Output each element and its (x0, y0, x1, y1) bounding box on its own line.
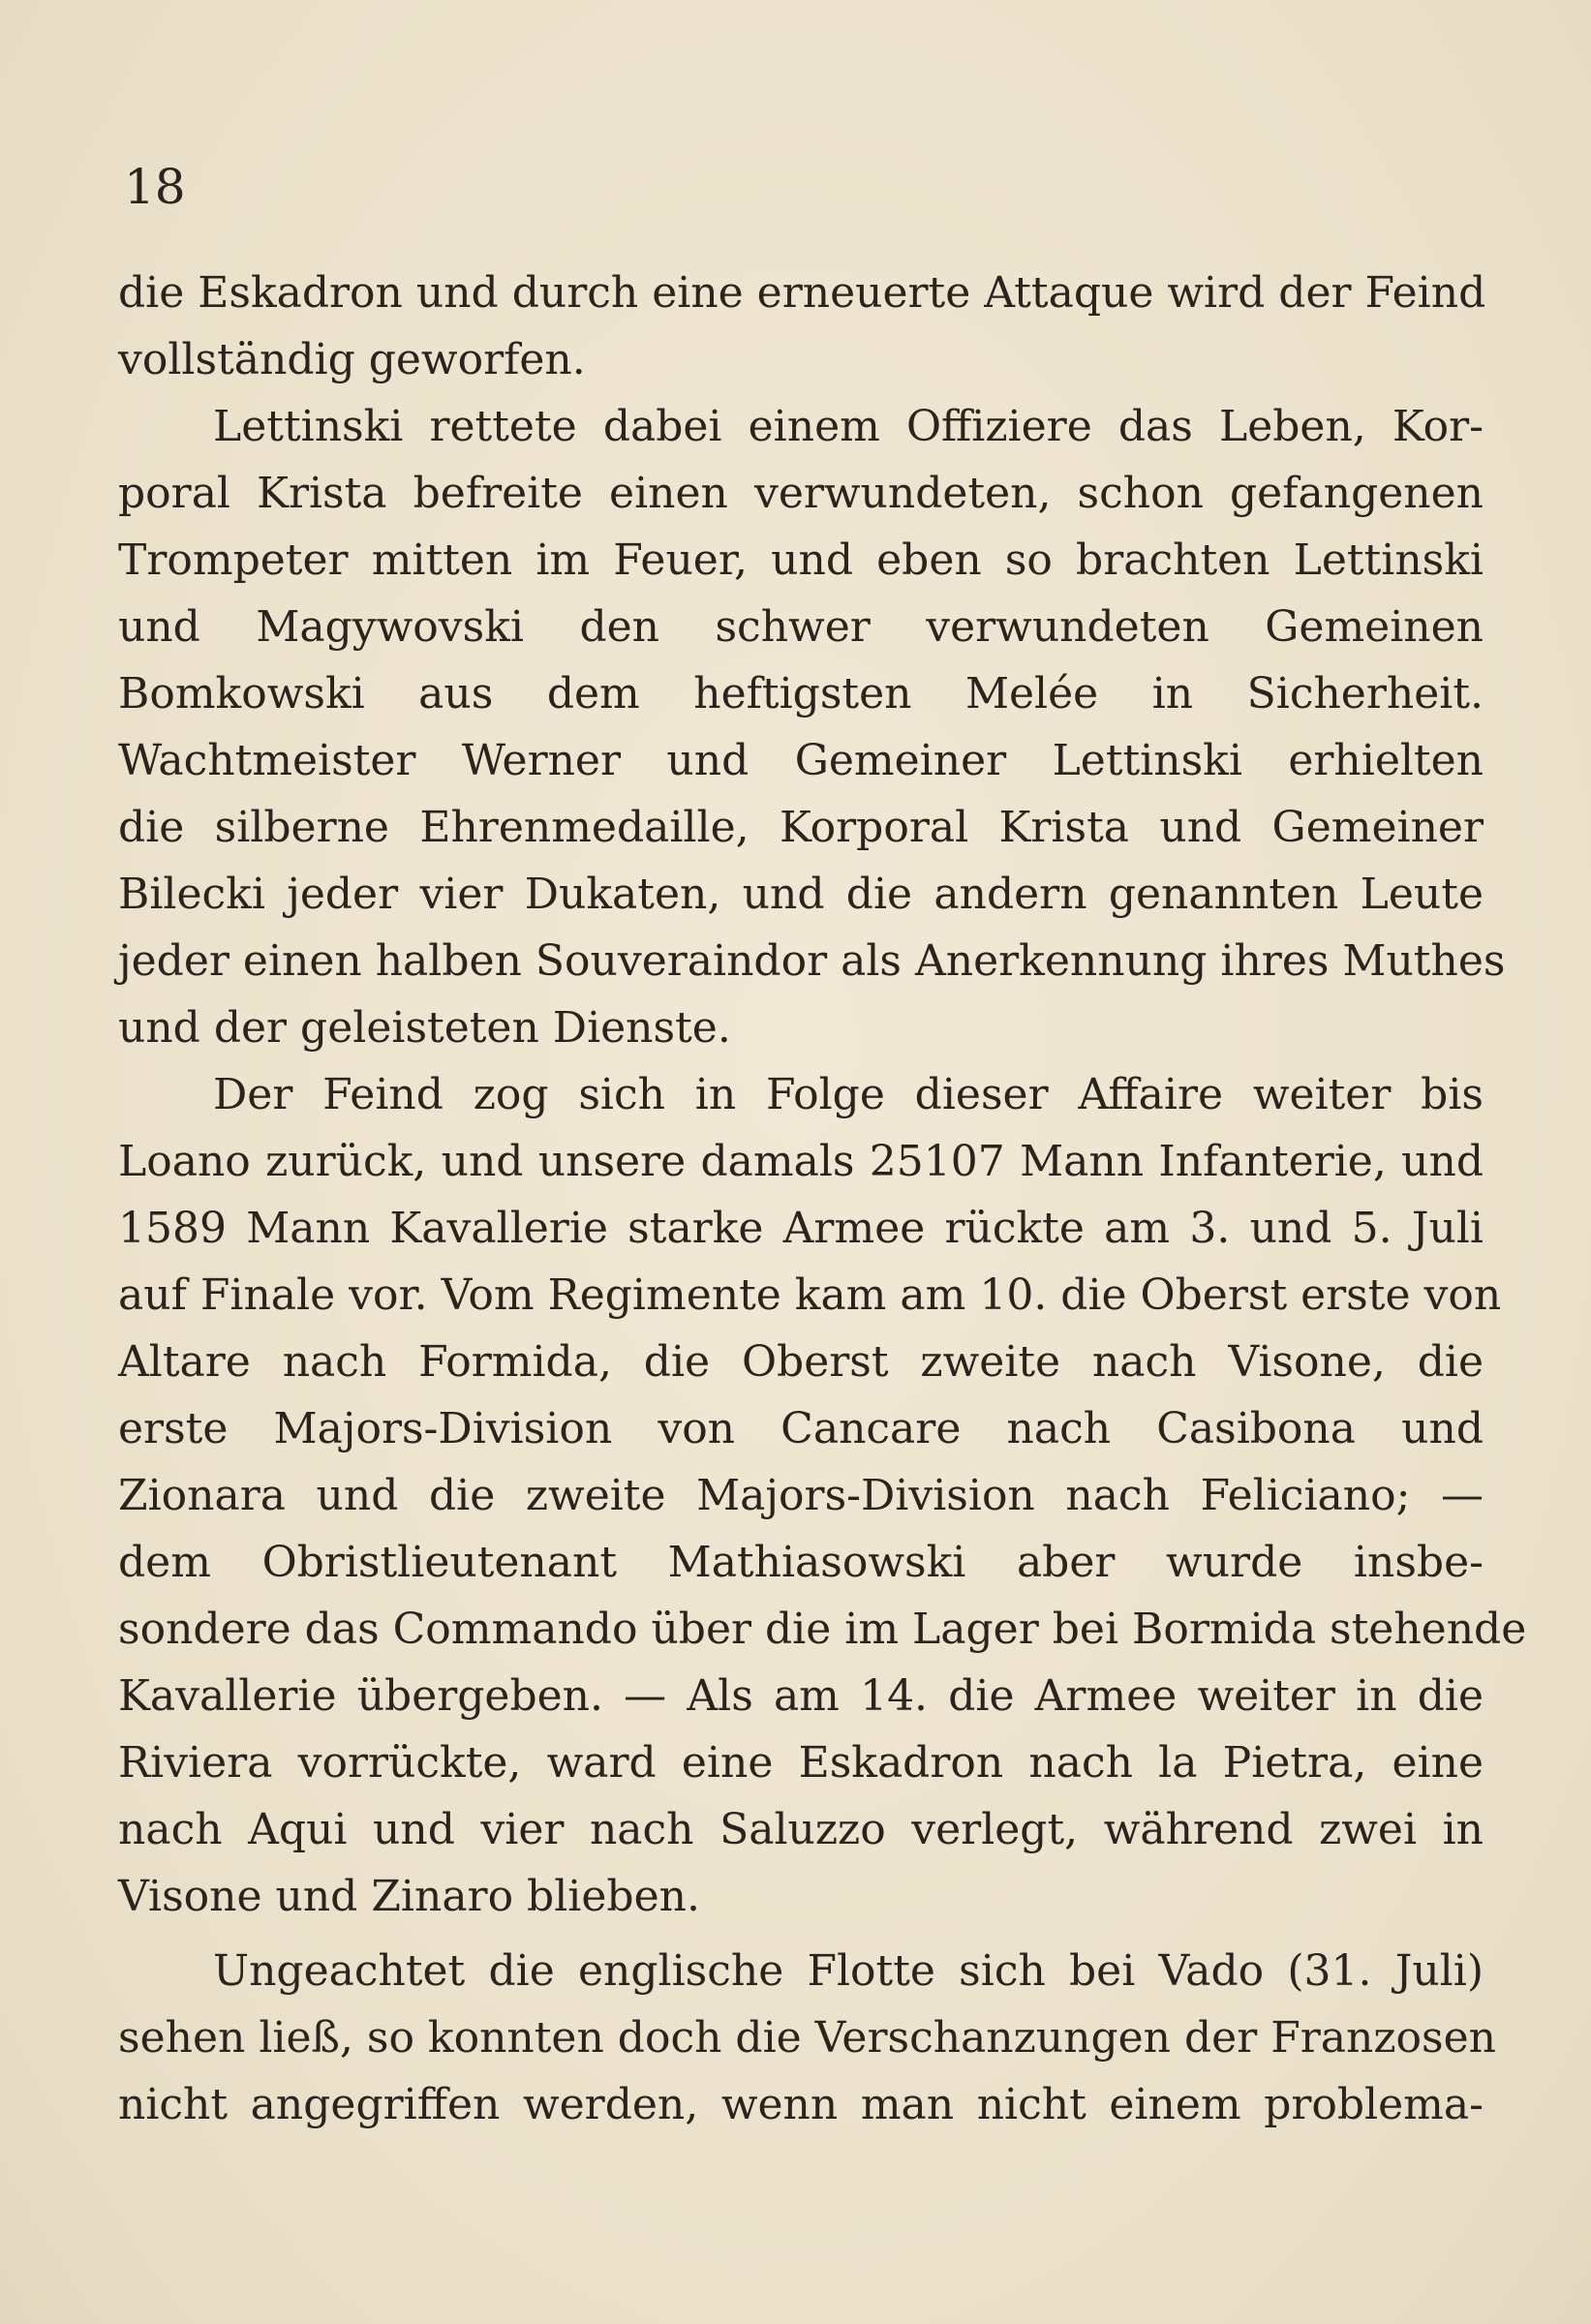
text-line: sondere das Commando über die im Lager bei Bormida stehende (118, 1605, 1527, 1654)
text-line: Bilecki jeder vier Dukaten, und die andern genannten Leute (118, 870, 1484, 919)
text-line: erste Majors-Division von Cancare nach Casibona und (118, 1404, 1484, 1453)
text-line: sehen ließ, so konnten doch die Verschanzungen der Franzosen (118, 2013, 1496, 2063)
text-line: nicht angegriffen werden, wenn man nicht einem problema- (118, 2080, 1484, 2129)
text-line: Kavallerie übergeben. — Als am 14. die Armee weiter in die (118, 1671, 1484, 1721)
text-line: Lettinski rettete dabei einem Offiziere das Leben, Kor- (213, 402, 1484, 451)
text-line: dem Obristlieutenant Mathiasowski aber wurde insbe- (118, 1538, 1484, 1587)
text-line: Riviera vorrückte, ward eine Eskadron nach la Pietra, eine (118, 1738, 1484, 1788)
text-line: und Magywovski den schwer verwundeten Gemeinen (118, 602, 1484, 652)
text-line: die Eskadron und durch eine erneuerte Attaque wird der Feind (118, 268, 1486, 318)
text-line: jeder einen halben Souveraindor als Anerkennung ihres Muthes (118, 936, 1506, 986)
text-line: poral Krista befreite einen verwundeten, schon gefangenen (118, 469, 1484, 518)
text-line: vollständig geworfen. (118, 335, 586, 384)
text-line: Wachtmeister Werner und Gemeiner Lettinski erhielten (118, 736, 1484, 785)
text-line: nach Aqui und vier nach Saluzzo verlegt, während zwei in (118, 1805, 1484, 1854)
text-line: Zionara und die zweite Majors-Division nach Feliciano; — (118, 1471, 1484, 1520)
body-text (118, 260, 1527, 2138)
text-line: auf Finale vor. Vom Regimente kam am 10. die Oberst erste von (118, 1270, 1502, 1320)
text-line: 1589 Mann Kavallerie starke Armee rückte am 3. und 5. Juli (118, 1204, 1484, 1253)
text-line: Der Feind zog sich in Folge dieser Affaire weiter bis (213, 1070, 1484, 1119)
text-line: Ungeachtet die englische Flotte sich bei Vado (31. Juli) (213, 1946, 1484, 1996)
text-line: und der geleisteten Dienste. (118, 1003, 731, 1053)
text-line: die silberne Ehrenmedaille, Korporal Krista und Gemeiner (118, 803, 1484, 852)
page-number: 18 (124, 159, 186, 215)
text-line: Trompeter mitten im Feuer, und eben so brachten Lettinski (118, 535, 1484, 585)
text-line: Loano zurück, und unsere damals 25107 Mann Infanterie, und (118, 1137, 1484, 1186)
text-line: Visone und Zinaro blieben. (118, 1872, 700, 1921)
text-line: Altare nach Formida, die Oberst zweite nach Visone, die (118, 1337, 1484, 1387)
text-line: Bomkowski aus dem heftigsten Melée in Sicherheit. (118, 669, 1484, 719)
